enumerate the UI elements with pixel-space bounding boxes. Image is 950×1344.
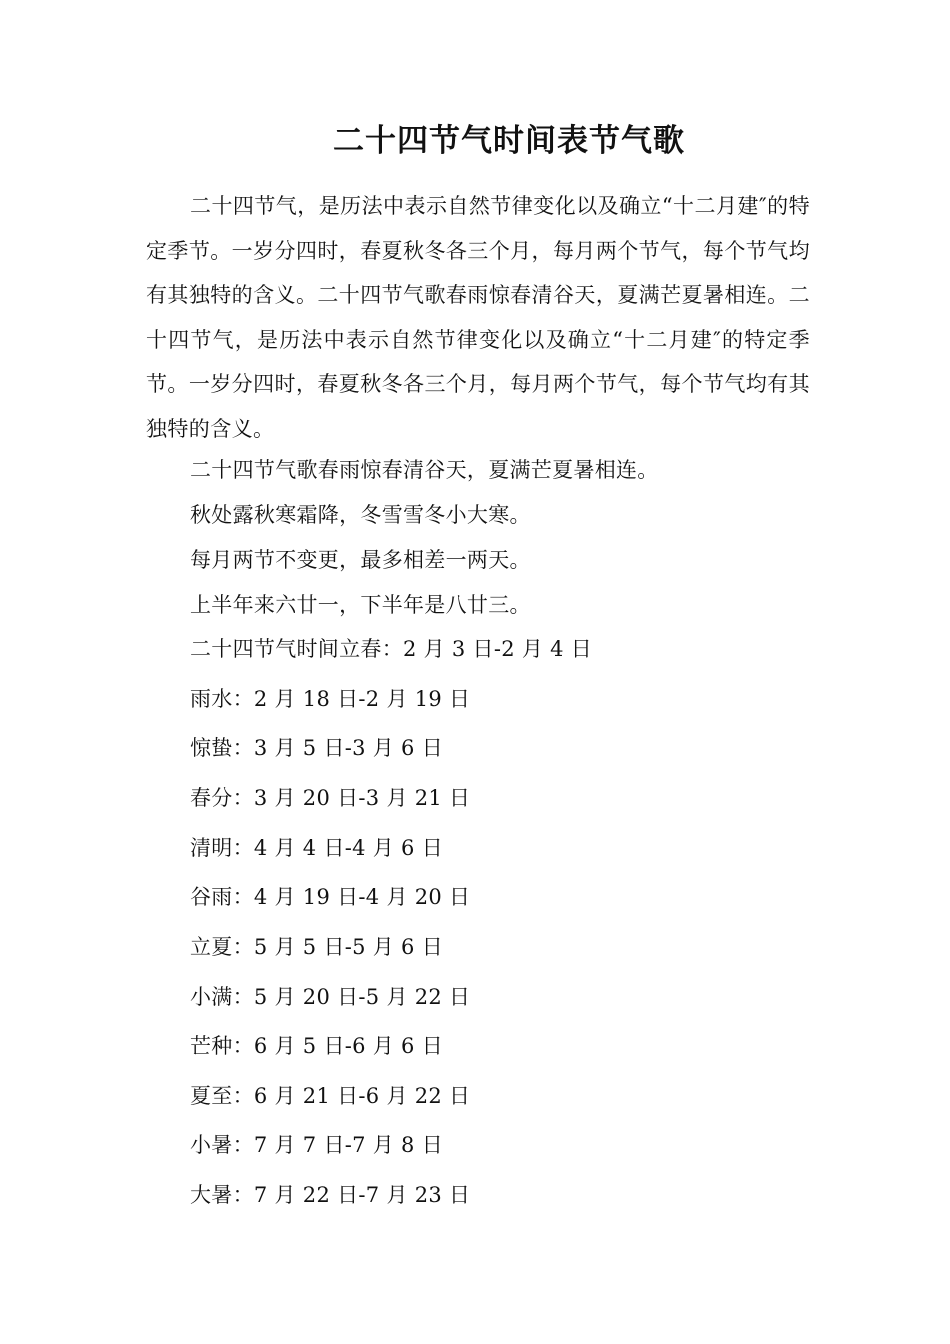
schedule-line-chunfen: 春分：3 月 20 日-3 月 21 日 (190, 786, 471, 810)
schedule-line-mangzhong: 芒种：6 月 5 日-6 月 6 日 (190, 1034, 443, 1058)
schedule-line-jingzhe: 惊蛰：3 月 5 日-3 月 6 日 (190, 736, 443, 760)
schedule-line-yushui: 雨水：2 月 18 日-2 月 19 日 (190, 687, 471, 711)
schedule-line-lichun: 二十四节气时间立春：2 月 3 日-2 月 4 日 (190, 637, 593, 661)
schedule-line-guyu: 谷雨：4 月 19 日-4 月 20 日 (190, 885, 471, 909)
song-line-2: 秋处露秋寒霜降，冬雪雪冬小大寒。 (190, 503, 531, 527)
schedule-line-xiaoman: 小满：5 月 20 日-5 月 22 日 (190, 985, 471, 1009)
song-line-3: 每月两节不变更，最多相差一两天。 (190, 548, 531, 572)
schedule-line-lixia: 立夏：5 月 5 日-5 月 6 日 (190, 935, 443, 959)
page-title: 二十四节气时间表节气歌 (333, 123, 685, 159)
intro-paragraph: 二十四节气，是历法中表示自然节律变化以及确立“十二月建″的特定季节。一岁分四时，春夏秋冬各三个月，每月两个节气，每个节气均有其独特的含义。二十四节气歌春雨惊春清谷天，夏满芒夏暑相连。二十四节气，是历法中表示自然节律变化以及确立“十二月建″的特定季节。一岁分四时，春夏秋冬各三个月，每月两个节气，每个节气均有其独特的含义。 (146, 194, 810, 441)
schedule-line-qingming: 清明：4 月 4 日-4 月 6 日 (190, 836, 443, 860)
song-line-4: 上半年来六廿一，下半年是八廿三。 (190, 593, 531, 617)
schedule-line-xiazhi: 夏至：6 月 21 日-6 月 22 日 (190, 1084, 471, 1108)
schedule-line-dashu: 大暑：7 月 22 日-7 月 23 日 (190, 1183, 471, 1207)
schedule-line-xiaoshu: 小暑：7 月 7 日-7 月 8 日 (190, 1133, 443, 1157)
song-line-1: 二十四节气歌春雨惊春清谷天，夏满芒夏暑相连。 (190, 458, 659, 482)
